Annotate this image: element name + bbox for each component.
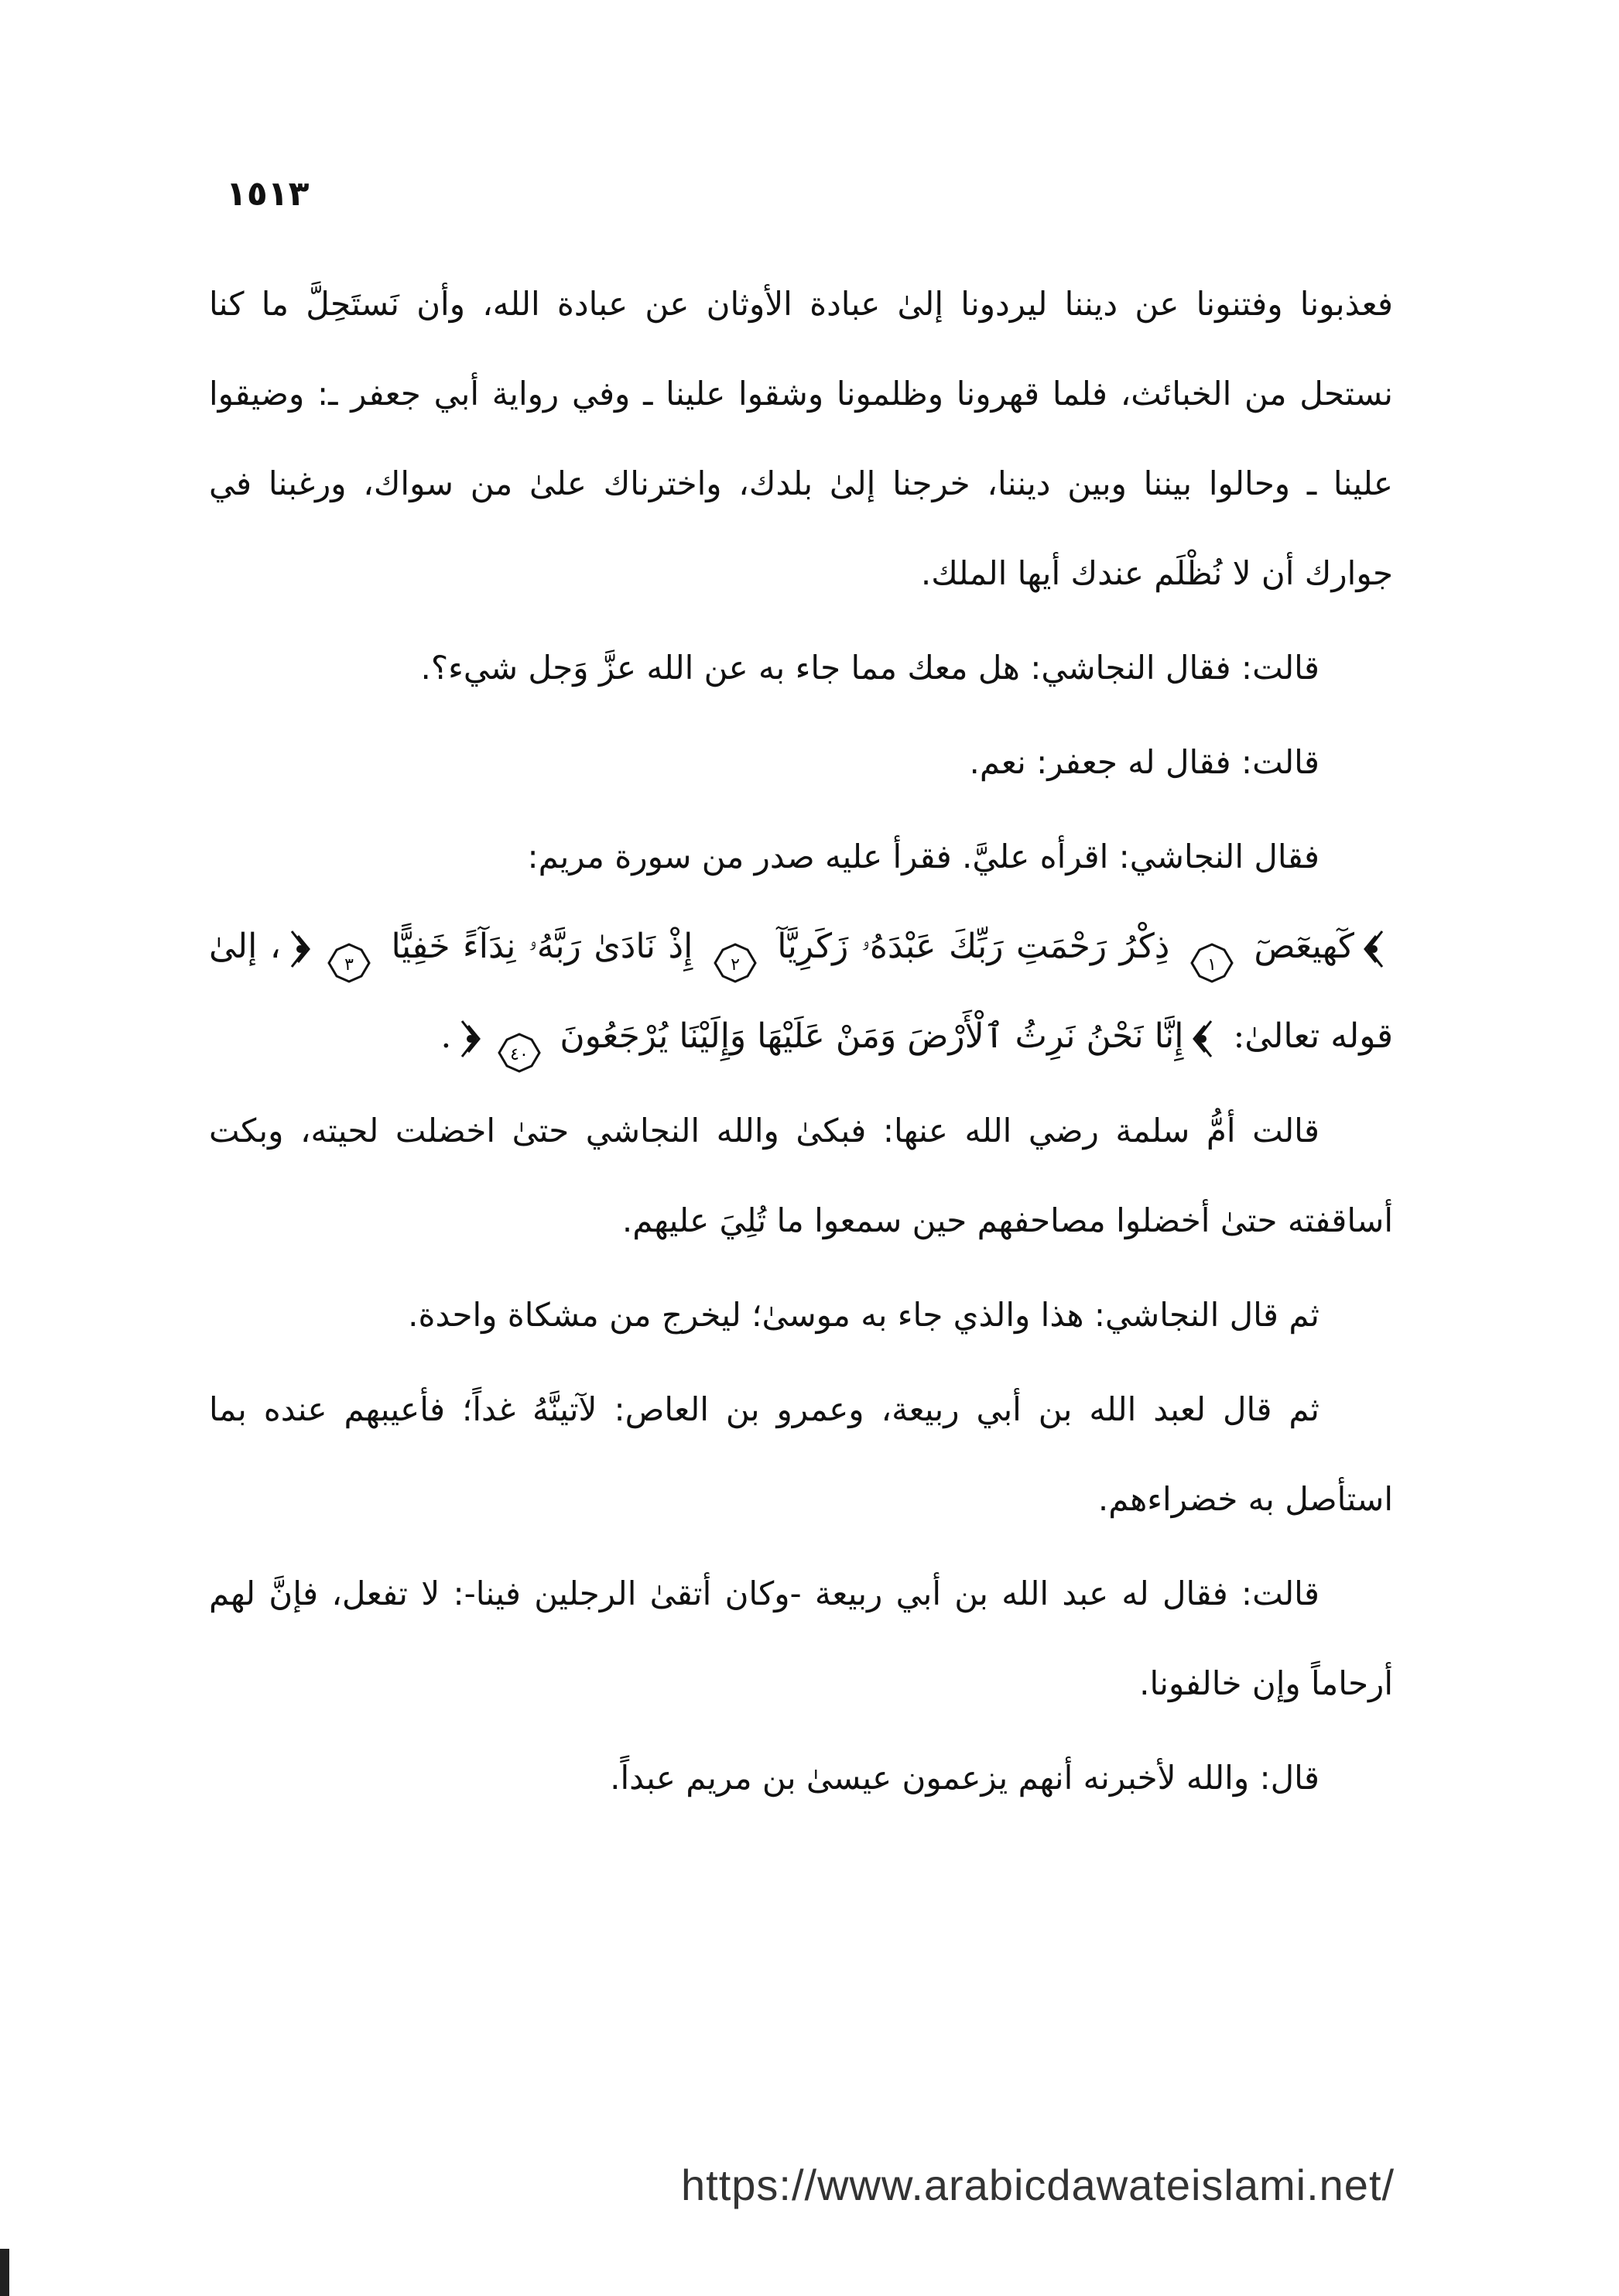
- ayah-rosette-icon: [1189, 942, 1235, 984]
- ayah-rosette-icon: [496, 1032, 543, 1074]
- page-number: ١٥١٣: [226, 174, 310, 214]
- ayah-marker-1: [1189, 928, 1235, 975]
- paragraph: قالت: فقال له جعفر: نعم.: [969, 743, 1320, 781]
- paragraph: قالت: فقال له عبد الله بن أبي ربيعة -وكان أتقىٰ الرجلين فينا-: لا تفعل، فإنَّ لهم أرحاماً وإن خالفونا.: [209, 1575, 1393, 1702]
- quran-bracket-open-icon: [1189, 1018, 1216, 1060]
- paragraph: فقال النجاشي: اقرأه عليَّ. فقرأ عليه صدر من سورة مريم:: [527, 838, 1320, 876]
- ayah-number: ١: [1207, 954, 1217, 975]
- paragraph: قال: والله لأخبرنه أنهم يزعمون عيسىٰ بن مريم عبداً.: [610, 1759, 1320, 1797]
- source-url: https://www.arabicdawateislami.net/: [681, 2161, 1395, 2209]
- quran-quote: [209, 902, 1393, 1081]
- ayah-marker-2: [712, 928, 758, 975]
- quran-verse-40: إِنَّا نَحْنُ نَرِثُ ٱلْأَرْضَ وَمَنْ عَلَيْهَا وَإِلَيْنَا يُرْجَعُونَ: [560, 1016, 1184, 1056]
- paragraph: ثم قال النجاشي: هذا والذي جاء به موسىٰ؛ ليخرج من مشكاة واحدة.: [408, 1296, 1320, 1334]
- body-text: [209, 259, 1393, 1823]
- quran-verse-3: إِذْ نَادَىٰ رَبَّهُۥ نِدَآءً خَفِيًّا: [391, 927, 693, 966]
- ayah-rosette-icon: [712, 942, 758, 984]
- paragraph: ثم قال لعبد الله بن أبي ربيعة، وعمرو بن العاص: لآتينَّهُ غداً؛ فأعيبهم عنده بما استأصل به خضراءهم.: [209, 1390, 1393, 1518]
- ayah-number: ٣: [344, 954, 354, 975]
- ayah-number: ٤٠: [510, 1044, 529, 1064]
- quran-verse-1: كٓهيعٓصٓ: [1254, 927, 1354, 966]
- scan-edge-mark: [0, 2249, 9, 2296]
- quran-verse-2: ذِكْرُ رَحْمَتِ رَبِّكَ عَبْدَهُۥ زَكَرِيَّآ: [777, 927, 1170, 966]
- quran-bracket-open-icon: [1361, 928, 1387, 970]
- paragraph: فعذبونا وفتنونا عن ديننا ليردونا إلىٰ عبادة الأوثان عن عبادة الله، وأن نَستَحِلَّ ما كنا نستحل من الخبائث، فلما قهرونا وظلمونا وشقوا علينا ـ وفي رواية أبي جعفر ـ: وضيقوا علينا ـ وحالوا بيننا وبين ديننا، خرجنا إلىٰ بلدك، واخترناك علىٰ من سواك، ورغبنا في جوارك أن لا نُظْلَم عندك أيها الملك.: [209, 285, 1393, 592]
- quran-end-punctuation: .: [440, 1016, 452, 1056]
- ayah-rosette-icon: [326, 942, 372, 984]
- paragraph: قالت أمُّ سلمة رضي الله عنها: فبكىٰ والله النجاشي حتىٰ اخضلت لحيته، وبكت أساقفته حتىٰ أخضلوا مصاحفهم حين سمعوا ما تُلِيَ عليهم.: [209, 1112, 1393, 1239]
- quran-bracket-close-icon: [287, 928, 313, 970]
- quran-bracket-close-icon: [457, 1018, 484, 1060]
- ayah-marker-3: [326, 928, 372, 975]
- ayah-marker-40: [496, 1018, 543, 1064]
- ayah-number: ٢: [730, 954, 740, 975]
- quran-connector: ، إلىٰ قوله تعالىٰ:: [209, 927, 1393, 1056]
- paragraph: قالت: فقال النجاشي: هل معك مما جاء به عن الله عزَّ وَجل شيء؟.: [420, 649, 1320, 687]
